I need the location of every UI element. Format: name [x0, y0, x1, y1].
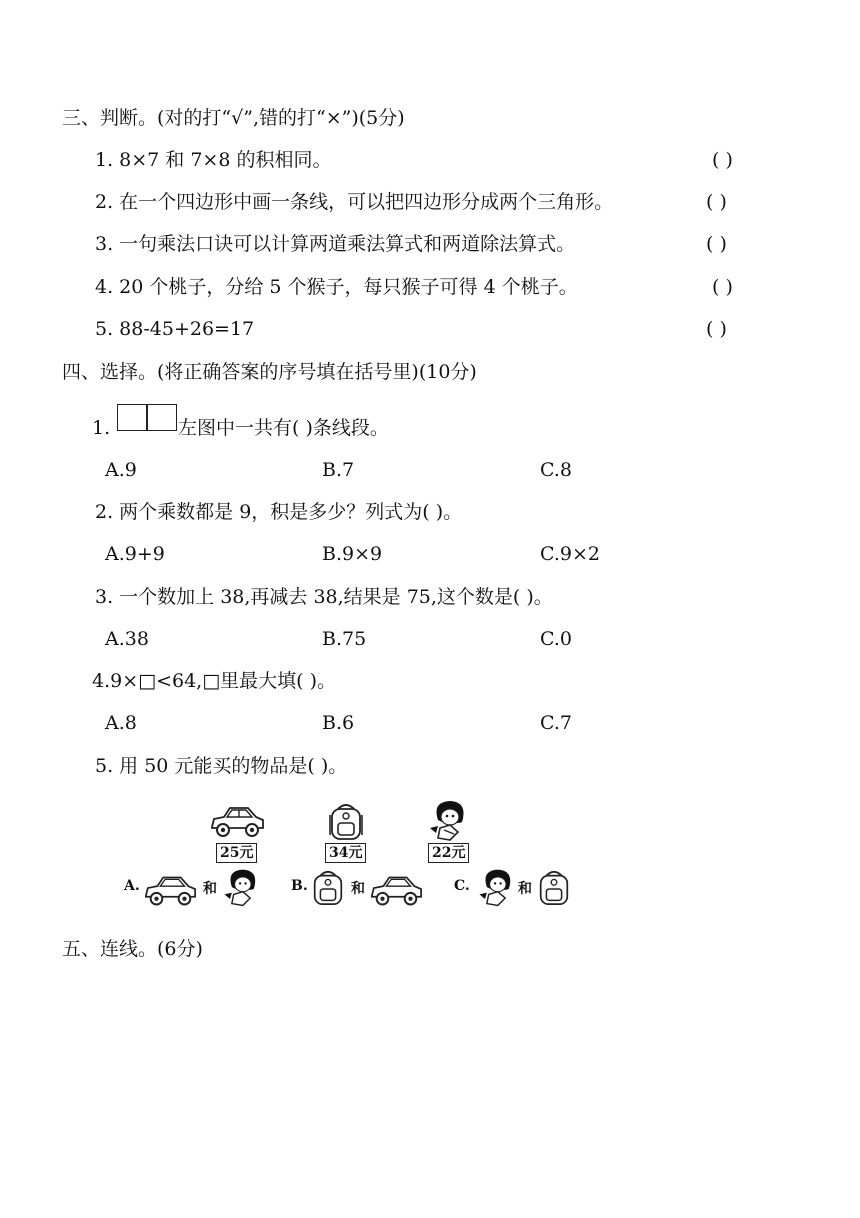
q5-option-c-and: 和: [518, 881, 532, 897]
judge-item-2: 2. 在一个四边形中画一条线，可以把四边形分成两个三角形。: [95, 191, 614, 213]
section5-heading: 五、连线。(6分): [62, 938, 203, 960]
two-square-figure: [117, 404, 177, 431]
q5-option-a-label[interactable]: A.: [124, 878, 140, 894]
car-icon: [208, 803, 266, 839]
q2-text: 2. 两个乘数都是 9，积是多少？列式为( )。: [95, 501, 463, 523]
judge-answer-2[interactable]: ( ): [706, 191, 727, 213]
judge-item-1: 1. 8×7 和 7×8 的积相同。: [95, 149, 332, 171]
q3-option-a[interactable]: A.38: [105, 628, 149, 650]
q5-option-c-label[interactable]: C.: [454, 878, 470, 894]
q4-option-c[interactable]: C.7: [540, 712, 572, 734]
car-icon: [142, 872, 198, 908]
car-icon: [368, 872, 424, 908]
judge-item-4: 4. 20 个桃子，分给 5 个猴子，每只猴子可得 4 个桃子。: [95, 276, 578, 298]
q5-option-b-label[interactable]: B.: [291, 878, 308, 894]
q3-text: 3. 一个数加上 38,再减去 38,结果是 75,这个数是( )。: [95, 586, 553, 608]
q2-option-c[interactable]: C.9×2: [540, 543, 600, 565]
backpack-icon: [326, 801, 366, 843]
q2-option-a[interactable]: A.9+9: [105, 543, 165, 565]
judge-item-5: 5. 88-45+26=17: [95, 318, 255, 340]
q1-option-c[interactable]: C.8: [540, 459, 572, 481]
judge-answer-1[interactable]: ( ): [712, 149, 733, 171]
q4-option-a[interactable]: A.8: [105, 712, 137, 734]
judge-answer-3[interactable]: ( ): [706, 233, 727, 255]
doll-icon: [219, 866, 263, 910]
q1-option-b[interactable]: B.7: [322, 459, 355, 481]
doll-icon: [474, 866, 518, 910]
backpack-price-tag: 34元: [325, 843, 366, 863]
judge-answer-5[interactable]: ( ): [706, 318, 727, 340]
q1-option-a[interactable]: A.9: [105, 459, 137, 481]
section3-heading: 三、判断。(对的打“√”,错的打“×”)(5分): [62, 107, 405, 129]
doll-price-tag: 22元: [428, 843, 469, 863]
q1-number: 1.: [92, 417, 111, 439]
q4-text: 4.9×□<64,□里最大填( )。: [92, 670, 337, 692]
car-price-tag: 25元: [216, 843, 257, 863]
backpack-icon: [309, 868, 347, 908]
section4-heading: 四、选择。(将正确答案的序号填在括号里)(10分): [62, 361, 477, 383]
q5-text: 5. 用 50 元能买的物品是( )。: [95, 755, 348, 777]
backpack-icon: [535, 868, 573, 908]
q4-option-b[interactable]: B.6: [322, 712, 355, 734]
q5-option-b-and: 和: [351, 881, 365, 897]
judge-answer-4[interactable]: ( ): [712, 276, 733, 298]
q5-option-a-and: 和: [203, 881, 217, 897]
doll-icon: [424, 798, 472, 844]
judge-item-3: 3. 一句乘法口诀可以计算两道乘法算式和两道除法算式。: [95, 233, 576, 255]
q2-option-b[interactable]: B.9×9: [322, 543, 383, 565]
q1-text: 左图中一共有( )条线段。: [178, 417, 389, 439]
q3-option-b[interactable]: B.75: [322, 628, 367, 650]
q3-option-c[interactable]: C.0: [540, 628, 572, 650]
